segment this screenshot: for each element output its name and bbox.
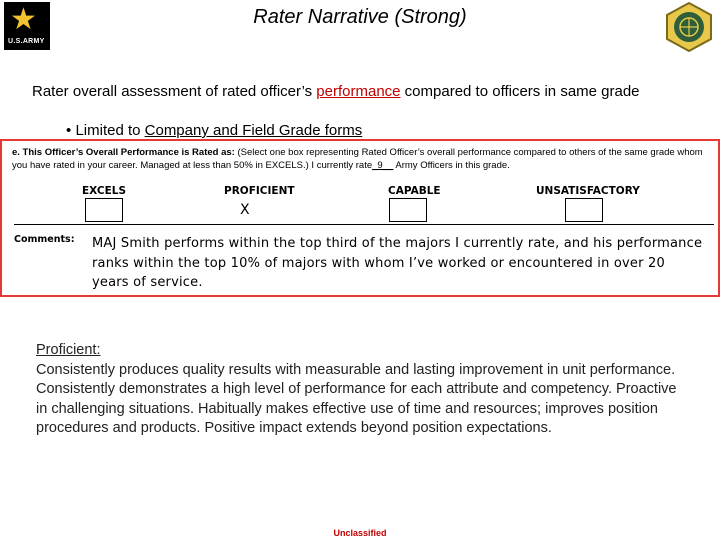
rating-mark-proficient[interactable]: X bbox=[240, 202, 250, 218]
rating-label-proficient: PROFICIENT bbox=[224, 185, 295, 197]
form-heading bbox=[12, 147, 716, 172]
intro-part1: Rater overall assessment of rated officer’s bbox=[32, 83, 317, 100]
rating-box-capable[interactable] bbox=[389, 198, 427, 222]
proficient-text: Consistently produces quality results with measurable and lasting improvement in unit performance. Consistently demonstrates a high level of performance for each attribute and competency. Proactive in challenging situations. Habitually makes effective use of time and resources; improves position procedures and products. Positive impact extends beyond position expectations. bbox=[36, 361, 677, 436]
intro-text bbox=[32, 82, 702, 101]
page-title: Rater Narrative (Strong) bbox=[253, 6, 467, 28]
rating-label-capable: CAPABLE bbox=[388, 185, 441, 197]
intro-part2: compared to officers in same grade bbox=[400, 83, 640, 100]
army-logo-text: U.S.ARMY bbox=[8, 38, 45, 45]
form-heading-end: Army Officers in this grade. bbox=[393, 159, 510, 171]
bullet-icon: • bbox=[66, 122, 72, 139]
intro-highlight: performance bbox=[316, 83, 401, 100]
rating-label-excels: EXCELS bbox=[82, 185, 127, 197]
form-heading-bold: e. This Officer’s Overall Performance is Rated as: bbox=[12, 147, 235, 158]
rating-box-unsatisfactory[interactable] bbox=[565, 198, 603, 222]
form-divider bbox=[14, 224, 714, 225]
rate-count: _9__ bbox=[372, 159, 394, 171]
bullet-prefix: Limited to bbox=[75, 122, 145, 139]
army-seal-icon bbox=[664, 2, 714, 52]
army-star-icon: ★ bbox=[10, 2, 37, 37]
comments-text: MAJ Smith performs within the top third of the majors I currently rate, and his performance ranks within the top 10% of majors with whom I’ve worked or encountered in over 20 years of service. bbox=[92, 236, 703, 290]
rating-label-unsatisfactory: UNSATISFACTORY bbox=[536, 185, 640, 197]
form-heading-text: (Select one box representing Rated Officer’s overall performance compared to others of the same grade whom you have rated in your career. Managed at less than 50% in EXCELS.) I currently rate bbox=[12, 147, 703, 171]
bullet-underlined: Company and Field Grade forms bbox=[144, 122, 363, 139]
bullet-item bbox=[66, 122, 362, 139]
proficient-definition bbox=[36, 341, 686, 439]
comments-label: Comments: bbox=[14, 234, 75, 245]
classification-footer: Unclassified bbox=[333, 528, 387, 538]
rating-box-excels[interactable] bbox=[85, 198, 123, 222]
evaluation-form-excerpt bbox=[0, 139, 720, 297]
proficient-title: Proficient: bbox=[36, 342, 101, 358]
